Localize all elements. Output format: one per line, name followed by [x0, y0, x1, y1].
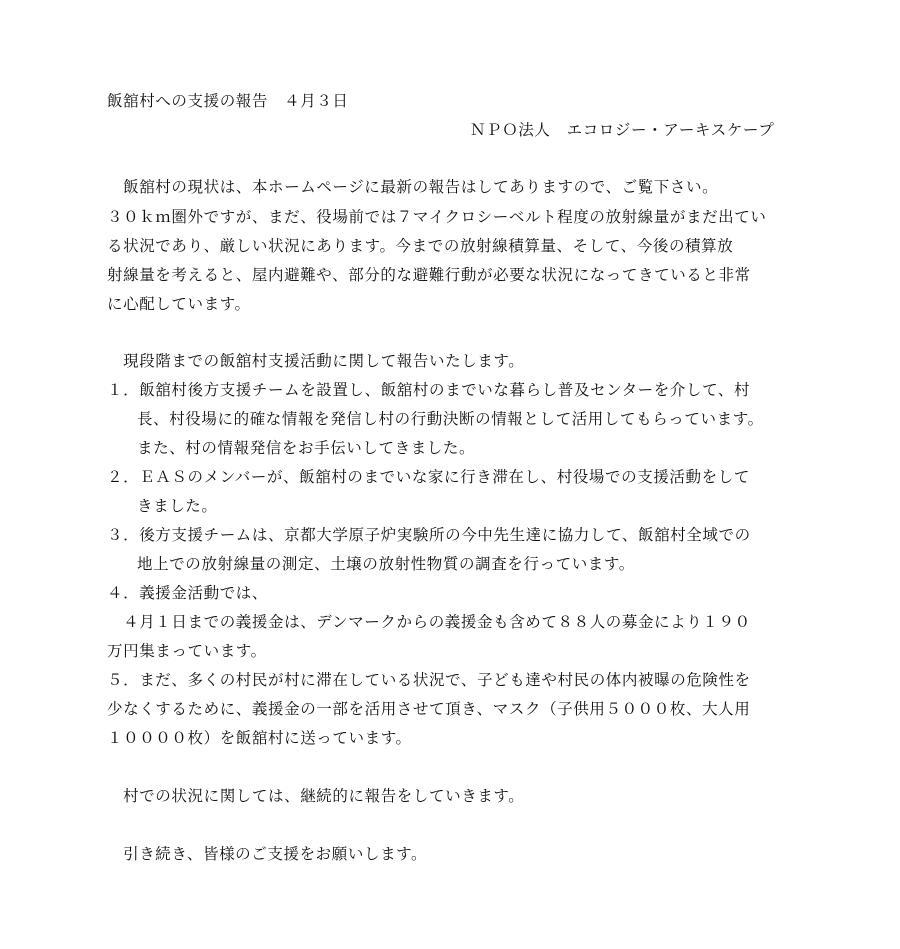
intro-line-4: 射線量を考えると、屋内避難や、部分的な避難行動が必要な状況になってきていると非常	[107, 266, 751, 284]
item-3-line-1: ３．後方支援チームは、京都大学原子炉実験所の今中先生達に協力して、飯舘村全域での	[107, 526, 751, 544]
item-5-line-3: １００００枚）を飯舘村に送っています。	[107, 729, 412, 747]
item-4-line-3: 万円集まっています。	[107, 642, 267, 660]
intro-line-3: る状況であり、厳しい状況にあります。今までの放射線積算量、そして、今後の積算放	[107, 237, 734, 255]
item-4-line-2: ４月１日までの義援金は、デンマークからの義援金も含めて８８人の募金により１９０	[107, 613, 751, 631]
closing-line-2: 引き続き、皆様のご支援をお願いします。	[107, 845, 428, 863]
item-1-line-3: また、村の情報発信をお手伝いしてきました。	[137, 439, 476, 457]
item-5-line-2: 少なくするために、義援金の一部を活用させて頂き、マスク（子供用５０００枚、大人用	[107, 700, 751, 718]
intro-line-2: ３０ｋｍ圏外ですが、まだ、役場前では７マイクロシーベルト程度の放射線量がまだ出てい	[107, 208, 767, 226]
item-2-line-2: きました。	[137, 497, 218, 515]
item-1-line-2: 長、村役場に的確な情報を発信し村の行動決断の情報として活用してもらっています。	[137, 410, 764, 428]
closing-line-1: 村での状況に関しては、継続的に報告をしていきます。	[107, 787, 525, 805]
organization-name: ＮＰＯ法人 エコロジー・アーキスケープ	[470, 121, 775, 139]
item-1-line-1: １．飯舘村後方支援チームを設置し、飯舘村のまでいな暮らし普及センターを介して、村	[107, 381, 751, 399]
document-title: 飯舘村への支援の報告 ４月３日	[107, 92, 349, 110]
intro-line-5: に心配しています。	[107, 295, 251, 313]
item-4-line-1: ４．義援金活動では、	[107, 584, 269, 602]
intro-line-1: 飯舘村の現状は、本ホームページに最新の報告はしてありますので、ご覧下さい。	[107, 178, 719, 196]
item-5-line-1: ５．まだ、多くの村民が村に滞在している状況で、子ども達や村民の体内被曝の危険性を	[107, 671, 751, 689]
activities-heading: 現段階までの飯舘村支援活動に関して報告いたします。	[107, 352, 525, 370]
item-2-line-1: ２．ＥＡＳのメンバーが、飯舘村のまでいな家に行き滞在し、村役場での支援活動をして	[107, 468, 750, 486]
item-3-line-2: 地上での放射線量の測定、土壌の放射性物質の調査を行っています。	[137, 555, 635, 573]
